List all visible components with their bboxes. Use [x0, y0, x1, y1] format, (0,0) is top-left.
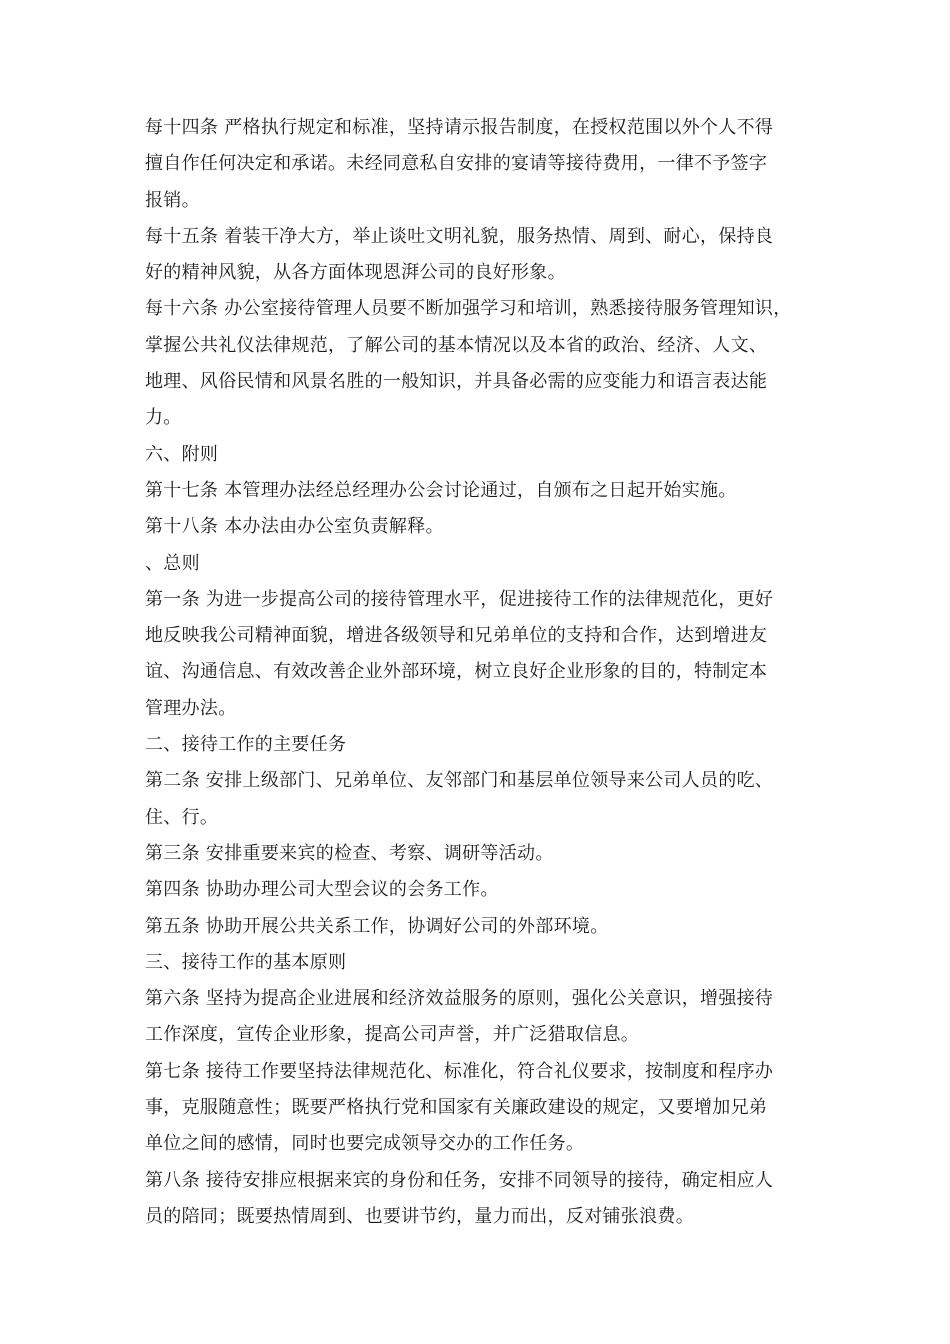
text-line: 报销。: [145, 189, 200, 211]
text-line: 谊、沟通信息、有效改善企业外部环境，树立良好企业形象的目的，特制定本: [145, 661, 768, 683]
section-heading: 六、附则: [145, 443, 219, 465]
text-line: 第六条 坚持为提高企业进展和经济效益服务的原则，强化公关意识，增强接待: [145, 988, 774, 1010]
text-line: 地理、风俗民情和风景名胜的一般知识，并具备必需的应变能力和语言表达能: [145, 371, 768, 393]
document-body: [145, 110, 820, 1235]
text-line: 每十五条 着装干净大方，举止谈吐文明礼貌，服务热情、周到、耐心，保持良: [145, 225, 774, 247]
text-line: 员的陪同；既要热情周到、也要讲节约，量力而出，反对铺张浪费。: [145, 1205, 694, 1227]
text-line: 第二条 安排上级部门、兄弟单位、友邻部门和基层单位领导来公司人员的吃、: [145, 770, 774, 792]
text-line: 掌握公共礼仪法律规范，了解公司的基本情况以及本省的政治、经济、人文、: [145, 334, 768, 356]
text-line: 第五条 协助开展公共关系工作，协调好公司的外部环境。: [145, 915, 609, 937]
text-line: 力。: [145, 407, 182, 429]
text-line: 第三条 安排重要来宾的检查、考察、调研等活动。: [145, 842, 554, 864]
text-line: 单位之间的感情，同时也要完成领导交办的工作任务。: [145, 1133, 585, 1155]
text-line: 擅自作任何决定和承诺。未经同意私自安排的宴请等接待费用，一律不予签字: [145, 153, 768, 175]
text-line: 地反映我公司精神面貌，增进各级领导和兄弟单位的支持和合作，达到增进友: [145, 625, 768, 647]
text-line: 每十六条 办公室接待管理人员要不断加强学习和培训，熟悉接待服务管理知识，: [145, 298, 792, 320]
text-line: 管理办法。: [145, 697, 237, 719]
text-line: 工作深度，宣传企业形象，提高公司声誉，并广泛猎取信息。: [145, 1024, 640, 1046]
text-line: 每十四条 严格执行规定和标准，坚持请示报告制度，在授权范围以外个人不得: [145, 117, 774, 138]
text-line: 第七条 接待工作要坚持法律规范化、标准化，符合礼仪要求，按制度和程序办: [145, 1060, 774, 1082]
text-line: 第一条 为进一步提高公司的接待管理水平，促进接待工作的法律规范化，更好: [145, 588, 774, 610]
text-line: 第十八条 本办法由办公室负责解释。: [145, 516, 444, 538]
text-line: 住、行。: [145, 806, 219, 828]
text-line: 好的精神风貌，从各方面体现恩湃公司的良好形象。: [145, 262, 566, 284]
text-line: 第八条 接待安排应根据来宾的身份和任务，安排不同领导的接待，确定相应人: [145, 1169, 774, 1191]
section-heading: 二、接待工作的主要任务: [145, 734, 347, 756]
text-line: 第十七条 本管理办法经总经理办公会讨论通过，自颁布之日起开始实施。: [145, 479, 737, 501]
text-line: 第四条 协助办理公司大型会议的会务工作。: [145, 879, 499, 901]
text-line: 事，克服随意性；既要严格执行党和国家有关廉政建设的规定，又要增加兄弟: [145, 1097, 768, 1119]
section-heading: 三、接待工作的基本原则: [145, 951, 347, 973]
section-heading: 、总则: [145, 552, 200, 574]
